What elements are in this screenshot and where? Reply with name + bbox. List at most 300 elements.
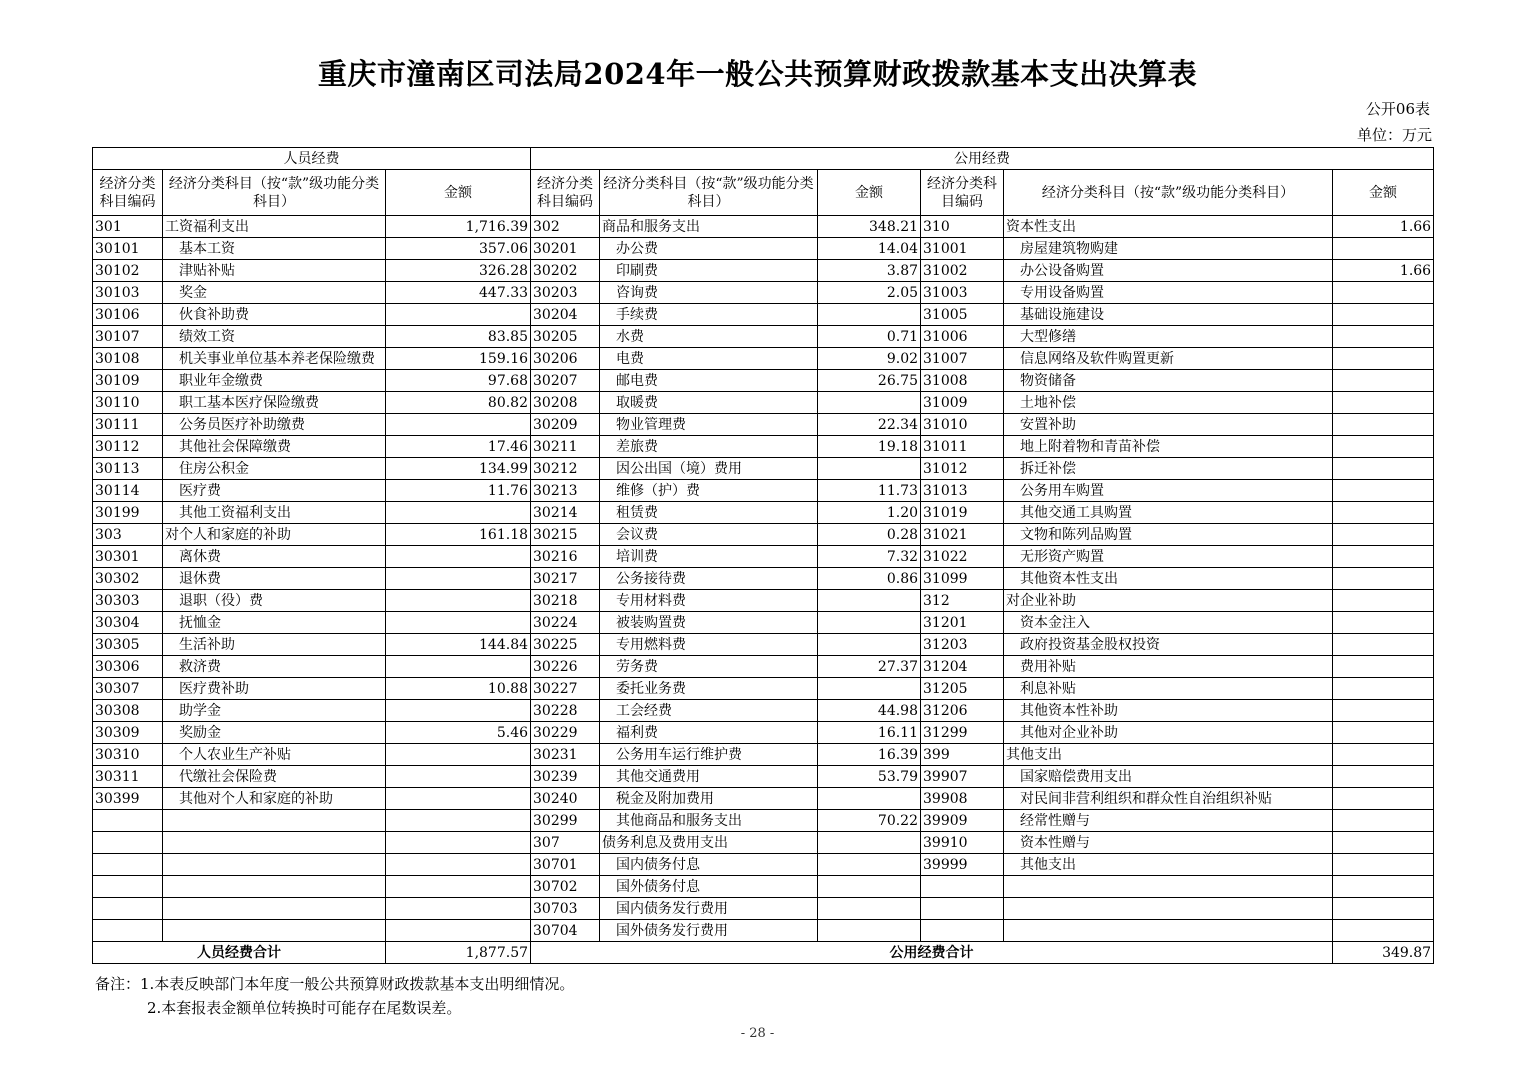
capital-name-cell: 办公设备购置 [1004,260,1333,282]
goods-code-cell: 30212 [531,458,600,480]
goods-name-cell: 福利费 [600,722,818,744]
personnel-code-cell: 30308 [93,700,163,722]
capital-name-cell: 房屋建筑物购建 [1004,238,1333,260]
personnel-code-cell: 30109 [93,370,163,392]
personnel-name-cell: 退休费 [163,568,386,590]
col-code-header: 经济分类科目编码 [93,170,163,216]
table-row [93,568,1434,590]
goods-name-cell: 咨询费 [600,282,818,304]
goods-amount-cell: 53.79 [818,766,921,788]
personnel-amount-cell [386,744,531,766]
goods-amount-cell: 19.18 [818,436,921,458]
capital-name-cell: 专用设备购置 [1004,282,1333,304]
personnel-name-cell: 抚恤金 [163,612,386,634]
capital-code-cell: 31005 [921,304,1004,326]
public-group-header: 公用经费 [531,148,1434,170]
capital-amount-cell [1333,876,1434,898]
personnel-code-cell [93,876,163,898]
personnel-amount-cell: 447.33 [386,282,531,304]
goods-code-cell: 30225 [531,634,600,656]
personnel-code-cell: 30302 [93,568,163,590]
goods-name-cell: 委托业务费 [600,678,818,700]
goods-amount-cell [818,392,921,414]
capital-amount-cell [1333,766,1434,788]
personnel-name-cell [163,810,386,832]
capital-name-cell: 其他交通工具购置 [1004,502,1333,524]
personnel-code-cell: 30103 [93,282,163,304]
goods-amount-cell: 14.04 [818,238,921,260]
goods-name-cell: 国外债务付息 [600,876,818,898]
goods-name-cell: 水费 [600,326,818,348]
goods-code-cell: 307 [531,832,600,854]
capital-name-cell: 其他资本性支出 [1004,568,1333,590]
capital-code-cell: 31013 [921,480,1004,502]
capital-code-cell: 31019 [921,502,1004,524]
goods-name-cell: 因公出国（境）费用 [600,458,818,480]
capital-amount-cell [1333,832,1434,854]
table-row [93,480,1434,502]
capital-name-cell: 土地补偿 [1004,392,1333,414]
capital-amount-cell [1333,722,1434,744]
capital-code-cell: 31007 [921,348,1004,370]
goods-name-cell: 电费 [600,348,818,370]
table-row [93,634,1434,656]
capital-amount-cell [1333,788,1434,810]
public-total-label: 公用经费合计 [531,942,1333,964]
goods-name-cell: 物业管理费 [600,414,818,436]
capital-code-cell: 399 [921,744,1004,766]
goods-code-cell: 30202 [531,260,600,282]
goods-amount-cell: 348.21 [818,216,921,238]
capital-amount-cell [1333,458,1434,480]
goods-name-cell: 会议费 [600,524,818,546]
capital-code-cell: 31006 [921,326,1004,348]
personnel-name-cell: 救济费 [163,656,386,678]
page-title: 重庆市潼南区司法局2024年一般公共预算财政拨款基本支出决算表 [317,57,1198,91]
goods-name-cell: 其他交通费用 [600,766,818,788]
col-amount-header: 金额 [1333,170,1434,216]
personnel-name-cell: 其他对个人和家庭的补助 [163,788,386,810]
goods-amount-cell [818,920,921,942]
column-header-row [93,170,1434,216]
personnel-code-cell: 30305 [93,634,163,656]
personnel-name-cell: 职业年金缴费 [163,370,386,392]
goods-code-cell: 30240 [531,788,600,810]
personnel-code-cell: 30111 [93,414,163,436]
table-row [93,722,1434,744]
capital-code-cell: 39909 [921,810,1004,832]
capital-code-cell: 31002 [921,260,1004,282]
capital-code-cell [921,898,1004,920]
capital-name-cell: 物资储备 [1004,370,1333,392]
personnel-name-cell: 绩效工资 [163,326,386,348]
goods-amount-cell [818,678,921,700]
goods-name-cell: 劳务费 [600,656,818,678]
personnel-name-cell [163,876,386,898]
goods-code-cell: 30224 [531,612,600,634]
goods-code-cell: 30213 [531,480,600,502]
goods-amount-cell: 0.86 [818,568,921,590]
personnel-amount-cell: 17.46 [386,436,531,458]
capital-amount-cell [1333,546,1434,568]
goods-amount-cell [818,788,921,810]
table-row [93,700,1434,722]
personnel-name-cell: 医疗费补助 [163,678,386,700]
goods-name-cell: 国内债务发行费用 [600,898,818,920]
personnel-amount-cell [386,304,531,326]
capital-name-cell: 费用补贴 [1004,656,1333,678]
capital-name-cell: 国家赔偿费用支出 [1004,766,1333,788]
table-row [93,590,1434,612]
personnel-name-cell: 生活补助 [163,634,386,656]
capital-code-cell: 31203 [921,634,1004,656]
capital-amount-cell [1333,920,1434,942]
capital-amount-cell [1333,524,1434,546]
goods-code-cell: 30703 [531,898,600,920]
personnel-total-label: 人员经费合计 [93,942,386,964]
capital-amount-cell [1333,568,1434,590]
personnel-code-cell: 30307 [93,678,163,700]
table-row [93,898,1434,920]
goods-name-cell: 租赁费 [600,502,818,524]
goods-name-cell: 邮电费 [600,370,818,392]
goods-code-cell: 30211 [531,436,600,458]
goods-code-cell: 30704 [531,920,600,942]
capital-name-cell: 信息网络及软件购置更新 [1004,348,1333,370]
table-row [93,370,1434,392]
goods-name-cell: 债务利息及费用支出 [600,832,818,854]
table-row [93,920,1434,942]
capital-code-cell: 31205 [921,678,1004,700]
capital-amount-cell [1333,348,1434,370]
table-row [93,458,1434,480]
personnel-total-amount: 1,877.57 [386,942,531,964]
capital-code-cell: 31010 [921,414,1004,436]
personnel-name-cell: 其他工资福利支出 [163,502,386,524]
personnel-code-cell: 30113 [93,458,163,480]
totals-row [93,942,1434,964]
table-row [93,876,1434,898]
capital-code-cell: 31012 [921,458,1004,480]
capital-name-cell: 拆迁补偿 [1004,458,1333,480]
table-row [93,678,1434,700]
personnel-group-header: 人员经费 [93,148,531,170]
personnel-code-cell: 30311 [93,766,163,788]
capital-code-cell: 39907 [921,766,1004,788]
goods-code-cell: 30216 [531,546,600,568]
goods-amount-cell: 16.11 [818,722,921,744]
personnel-amount-cell: 83.85 [386,326,531,348]
personnel-name-cell: 职工基本医疗保险缴费 [163,392,386,414]
table-row [93,656,1434,678]
capital-amount-cell [1333,678,1434,700]
capital-amount-cell [1333,480,1434,502]
table-row [93,612,1434,634]
capital-name-cell: 政府投资基金股权投资 [1004,634,1333,656]
goods-name-cell: 税金及附加费用 [600,788,818,810]
capital-amount-cell [1333,656,1434,678]
goods-code-cell: 30218 [531,590,600,612]
goods-amount-cell: 2.05 [818,282,921,304]
table-row [93,766,1434,788]
capital-amount-cell [1333,502,1434,524]
table-row [93,744,1434,766]
capital-name-cell: 地上附着物和青苗补偿 [1004,436,1333,458]
personnel-amount-cell: 97.68 [386,370,531,392]
col-name-header: 经济分类科目（按“款”级功能分类科目） [600,170,818,216]
capital-amount-cell [1333,436,1434,458]
personnel-code-cell: 30110 [93,392,163,414]
personnel-code-cell: 30303 [93,590,163,612]
capital-name-cell: 公务用车购置 [1004,480,1333,502]
expenditure-table [92,147,1434,964]
capital-amount-cell [1333,238,1434,260]
capital-code-cell: 31299 [921,722,1004,744]
table-row [93,348,1434,370]
personnel-code-cell: 30107 [93,326,163,348]
note-2: 2.本套报表金额单位转换时可能存在尾数误差。 [147,999,462,1017]
personnel-name-cell: 机关事业单位基本养老保险缴费 [163,348,386,370]
capital-code-cell: 31022 [921,546,1004,568]
goods-amount-cell [818,590,921,612]
goods-amount-cell: 44.98 [818,700,921,722]
goods-amount-cell: 26.75 [818,370,921,392]
goods-code-cell: 30227 [531,678,600,700]
personnel-amount-cell [386,854,531,876]
goods-name-cell: 其他商品和服务支出 [600,810,818,832]
goods-code-cell: 30205 [531,326,600,348]
capital-name-cell: 对民间非营利组织和群众性自治组织补贴 [1004,788,1333,810]
capital-code-cell [921,876,1004,898]
personnel-name-cell: 代缴社会保险费 [163,766,386,788]
personnel-amount-cell: 144.84 [386,634,531,656]
goods-amount-cell: 11.73 [818,480,921,502]
goods-name-cell: 手续费 [600,304,818,326]
personnel-name-cell: 住房公积金 [163,458,386,480]
table-row [93,238,1434,260]
personnel-amount-cell: 134.99 [386,458,531,480]
personnel-amount-cell [386,788,531,810]
capital-name-cell: 资本性赠与 [1004,832,1333,854]
personnel-code-cell [93,854,163,876]
personnel-name-cell: 医疗费 [163,480,386,502]
goods-code-cell: 30206 [531,348,600,370]
capital-name-cell: 经常性赠与 [1004,810,1333,832]
goods-name-cell: 办公费 [600,238,818,260]
capital-amount-cell [1333,898,1434,920]
capital-code-cell: 312 [921,590,1004,612]
table-row [93,854,1434,876]
personnel-name-cell: 工资福利支出 [163,216,386,238]
goods-amount-cell [818,876,921,898]
table-row [93,304,1434,326]
goods-name-cell: 专用燃料费 [600,634,818,656]
capital-name-cell [1004,876,1333,898]
table-row [93,260,1434,282]
capital-name-cell: 其他资本性补助 [1004,700,1333,722]
personnel-amount-cell: 326.28 [386,260,531,282]
goods-name-cell: 国内债务付息 [600,854,818,876]
goods-code-cell: 302 [531,216,600,238]
personnel-amount-cell: 11.76 [386,480,531,502]
col-code-header: 经济分类科目编码 [531,170,600,216]
personnel-name-cell: 津贴补贴 [163,260,386,282]
goods-amount-cell: 22.34 [818,414,921,436]
capital-code-cell: 31001 [921,238,1004,260]
capital-amount-cell [1333,414,1434,436]
capital-amount-cell [1333,392,1434,414]
capital-code-cell: 31009 [921,392,1004,414]
personnel-name-cell: 个人农业生产补贴 [163,744,386,766]
table-row [93,788,1434,810]
personnel-amount-cell [386,546,531,568]
personnel-name-cell: 其他社会保障缴费 [163,436,386,458]
capital-code-cell: 31201 [921,612,1004,634]
table-body [93,216,1434,942]
goods-name-cell: 专用材料费 [600,590,818,612]
goods-code-cell: 30231 [531,744,600,766]
personnel-amount-cell [386,832,531,854]
personnel-amount-cell [386,766,531,788]
capital-name-cell: 无形资产购置 [1004,546,1333,568]
personnel-name-cell: 奖金 [163,282,386,304]
personnel-name-cell [163,898,386,920]
personnel-code-cell: 30114 [93,480,163,502]
capital-amount-cell [1333,304,1434,326]
note-1: 备注：1.本表反映部门本年度一般公共预算财政拨款基本支出明细情况。 [95,975,575,993]
capital-amount-cell [1333,282,1434,304]
personnel-amount-cell [386,568,531,590]
goods-code-cell: 30208 [531,392,600,414]
personnel-amount-cell: 80.82 [386,392,531,414]
capital-code-cell: 39999 [921,854,1004,876]
personnel-name-cell: 退职（役）费 [163,590,386,612]
capital-name-cell [1004,898,1333,920]
capital-name-cell: 对企业补助 [1004,590,1333,612]
capital-name-cell: 文物和陈列品购置 [1004,524,1333,546]
col-name-header: 经济分类科目（按“款”级功能分类科目） [1004,170,1333,216]
capital-code-cell: 31003 [921,282,1004,304]
capital-name-cell: 其他对企业补助 [1004,722,1333,744]
personnel-code-cell: 30108 [93,348,163,370]
goods-code-cell: 30701 [531,854,600,876]
personnel-name-cell [163,832,386,854]
table-row [93,546,1434,568]
personnel-code-cell [93,898,163,920]
form-number: 公开06表 [1365,100,1430,118]
goods-amount-cell: 27.37 [818,656,921,678]
goods-name-cell: 公务接待费 [600,568,818,590]
goods-amount-cell [818,634,921,656]
personnel-code-cell: 30304 [93,612,163,634]
page-number: - 28 - [740,1026,775,1041]
personnel-amount-cell: 5.46 [386,722,531,744]
capital-amount-cell: 1.66 [1333,216,1434,238]
goods-amount-cell [818,898,921,920]
capital-name-cell: 利息补贴 [1004,678,1333,700]
goods-code-cell: 30239 [531,766,600,788]
goods-code-cell: 30201 [531,238,600,260]
capital-code-cell: 31099 [921,568,1004,590]
capital-amount-cell [1333,810,1434,832]
capital-amount-cell [1333,854,1434,876]
table-row [93,524,1434,546]
col-amount-header: 金额 [386,170,531,216]
capital-amount-cell [1333,744,1434,766]
goods-amount-cell: 0.71 [818,326,921,348]
goods-code-cell: 30217 [531,568,600,590]
goods-name-cell: 工会经费 [600,700,818,722]
personnel-name-cell: 奖励金 [163,722,386,744]
goods-name-cell: 培训费 [600,546,818,568]
personnel-name-cell: 伙食补助费 [163,304,386,326]
personnel-name-cell: 基本工资 [163,238,386,260]
capital-code-cell: 31206 [921,700,1004,722]
goods-amount-cell: 16.39 [818,744,921,766]
table-row [93,414,1434,436]
capital-code-cell: 39908 [921,788,1004,810]
personnel-code-cell: 30106 [93,304,163,326]
personnel-code-cell: 30301 [93,546,163,568]
goods-amount-cell: 7.32 [818,546,921,568]
capital-name-cell: 大型修缮 [1004,326,1333,348]
table-row [93,326,1434,348]
capital-amount-cell [1333,326,1434,348]
goods-name-cell: 维修（护）费 [600,480,818,502]
capital-code-cell: 31011 [921,436,1004,458]
goods-name-cell: 取暖费 [600,392,818,414]
capital-amount-cell [1333,590,1434,612]
goods-code-cell: 30214 [531,502,600,524]
personnel-code-cell: 30112 [93,436,163,458]
goods-code-cell: 30299 [531,810,600,832]
personnel-amount-cell [386,876,531,898]
goods-code-cell: 30203 [531,282,600,304]
personnel-amount-cell [386,590,531,612]
group-header-row [93,148,1434,170]
table-row [93,216,1434,238]
goods-amount-cell: 3.87 [818,260,921,282]
personnel-name-cell [163,854,386,876]
personnel-code-cell: 30399 [93,788,163,810]
personnel-amount-cell: 10.88 [386,678,531,700]
personnel-amount-cell: 161.18 [386,524,531,546]
goods-code-cell: 30209 [531,414,600,436]
goods-code-cell: 30215 [531,524,600,546]
personnel-name-cell: 公务员医疗补助缴费 [163,414,386,436]
personnel-amount-cell [386,612,531,634]
capital-code-cell: 31021 [921,524,1004,546]
personnel-amount-cell [386,656,531,678]
public-total-amount: 349.87 [1333,942,1434,964]
capital-amount-cell [1333,634,1434,656]
table-row [93,502,1434,524]
capital-code-cell: 31008 [921,370,1004,392]
goods-amount-cell: 1.20 [818,502,921,524]
col-code-header: 经济分类科目编码 [921,170,1004,216]
personnel-name-cell: 助学金 [163,700,386,722]
capital-name-cell: 其他支出 [1004,854,1333,876]
capital-name-cell [1004,920,1333,942]
table-row [93,392,1434,414]
personnel-amount-cell [386,898,531,920]
personnel-code-cell: 303 [93,524,163,546]
capital-name-cell: 资本性支出 [1004,216,1333,238]
personnel-amount-cell [386,502,531,524]
capital-amount-cell [1333,370,1434,392]
goods-name-cell: 被装购置费 [600,612,818,634]
goods-code-cell: 30229 [531,722,600,744]
